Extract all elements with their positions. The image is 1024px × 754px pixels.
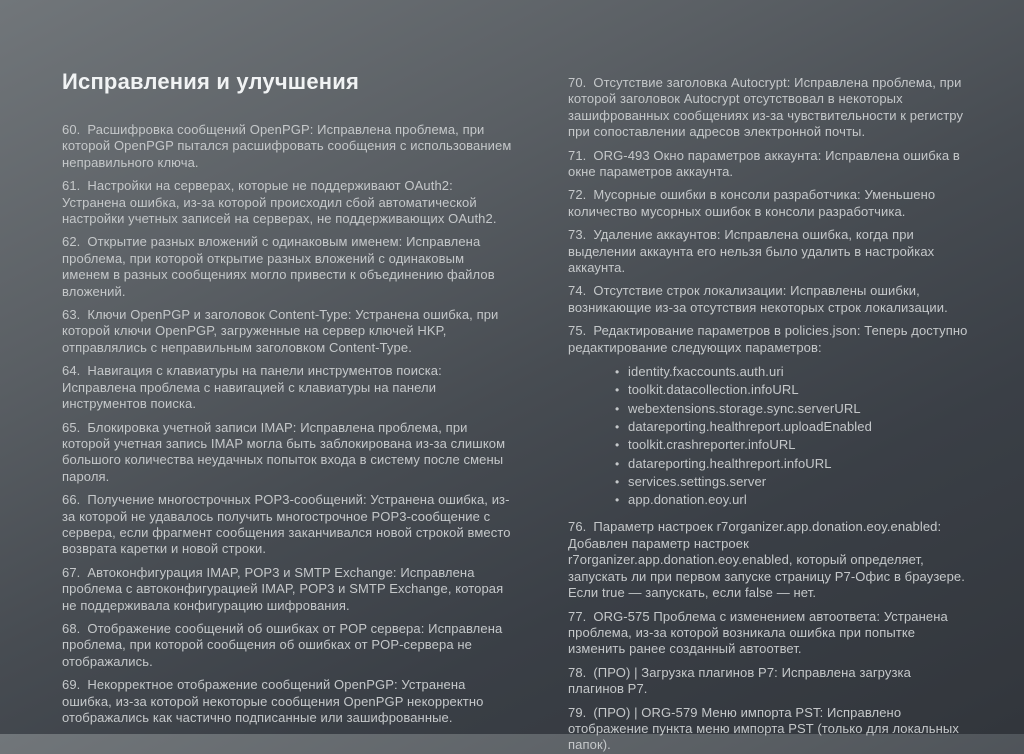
changelog-items-left [62,122,512,726]
item-text: Некорректное отображение сообщений OpenPGP: Устранена ошибка, из-за которой некоторые сообщения OpenPGP некорректно отображались как частично подписанные или зашифрованные. [62,677,484,725]
item-text: Мусорные ошибки в консоли разработчика: Уменьшено количество мусорных ошибок в консоли разработчика. [568,187,936,219]
item-number: 62. [62,234,81,250]
item-text: Удаление аккаунтов: Исправлена ошибка, когда при выделении аккаунта его нельзя было удалить в настройках аккаунта. [568,227,935,276]
item-text: ORG-493 Окно параметров аккаунта: Исправлена ошибка в окне параметров аккаунта. [568,147,960,180]
item-text: Автоконфигурация IMAP, POP3 и SMTP Exchange: Исправлена проблема с автоконфигурацией IMAP, POP3 и SMTP Exchange, которая не поддерживала конфигурацию шифрования. [62,564,504,613]
item-text: Редактирование параметров в policies.json: Теперь доступно редактирование следующих параметров: [568,323,968,355]
parameters-list [568,363,968,509]
item-text: Отсутствие заголовка Autocrypt: Исправлена проблема, при которой заголовок Autocrypt отсутствовал в некоторых зашифрованных сообщениях из-за чувствительности к регистру при сопоставлении адресов электронной почты. [568,75,964,140]
changelog-item-78 [568,665,968,698]
changelog-item-64 [62,363,512,412]
changelog-item-60 [62,122,512,171]
item-number: 66. [62,492,81,508]
item-text: (ПРО) | Загрузка плагинов Р7: Исправлена загрузка плагинов Р7. [568,664,911,697]
item-text: Навигация с клавиатуры на панели инструментов поиска: Исправлена проблема с навигацией с клавиатуры на панели инструментов поиска. [62,363,442,412]
item-number: 67. [62,564,81,580]
parameter-item: • toolkit.datacollection.infoURL [615,381,968,399]
item-number: 65. [62,419,81,435]
item-number: 60. [62,122,81,137]
parameter-item: • datareporting.healthreport.infoURL [615,455,968,473]
item-text: Параметр настроек r7organizer.app.donation.eoy.enabled: Добавлен параметр настроек r7organizer.app.donation.eoy.enabled, который определяет, запускать ли при первом запуске страницу Р7-Офис в браузере. Если true — запускать, если false — нет. [568,519,965,601]
item-text: Блокировка учетной записи IMAP: Исправлена проблема, при которой учетная запись IMAP могла быть заблокирована из-за слишком большого количества неудачных попыток входа в систему после смены пароля. [62,419,506,484]
item-number: 64. [62,363,81,379]
item-text: Расшифровка сообщений OpenPGP: Исправлена проблема, при которой OpenPGP пытался расшифровать сообщения с использованием неправильного ключа. [62,122,512,170]
item-number: 73. [568,227,587,243]
item-number: 70. [568,75,587,90]
changelog-item-66 [62,492,512,558]
item-number: 63. [62,307,81,323]
changelog-items-right [568,75,968,754]
item-text: Отображение сообщений об ошибках от POP сервера: Исправлена проблема, при которой сообщения об ошибках от POP-сервера не отображались. [62,620,503,669]
item-text: Отсутствие строк локализации: Исправлены ошибки, возникающие из-за отсутствия некоторых строк локализации. [568,283,948,315]
right-column [568,70,968,753]
parameter-item: • toolkit.crashreporter.infoURL [615,436,968,454]
changelog-item-62 [62,234,512,300]
parameter-item: • services.settings.server [615,473,968,491]
item-number: 75. [568,323,587,339]
item-text: Открытие разных вложений с одинаковым именем: Исправлена проблема, при которой открытие разных вложений с одинаковым именем в разных сообщениях могло привести к объединению файлов вложений. [62,234,495,299]
left-column [62,70,512,734]
changelog-item-67 [62,565,512,614]
item-text: Настройки на серверах, которые не поддерживают OAuth2: Устранена ошибка, из-за которой происходил сбой автоматической настройки учетных записей на серверах, не поддерживающих OAuth2. [62,178,497,227]
changelog-item-63 [62,307,512,356]
item-number: 79. [568,704,587,720]
parameter-item: • identity.fxaccounts.auth.uri [615,363,968,381]
changelog-item-79 [568,705,968,754]
changelog-item-68 [62,621,512,670]
parameter-item: • webextensions.storage.sync.serverURL [615,400,968,418]
changelog-item-71 [568,148,968,181]
changelog-item-77 [568,609,968,658]
changelog-item-73 [568,227,968,276]
parameter-item: • datareporting.healthreport.uploadEnabled [615,418,968,436]
item-number: 61. [62,178,81,194]
item-number: 76. [568,519,587,535]
item-number: 78. [568,664,587,680]
item-text: ORG-575 Проблема с изменением автоответа: Устранена проблема, из-за которой возникала ошибка при попытке изменить ранее созданный автоответ. [568,608,948,657]
changelog-item-61 [62,178,512,227]
changelog-item-74 [568,283,968,316]
parameter-item: • app.donation.eoy.url [615,491,968,509]
item-text: Получение многострочных POP3-сообщений: Устранена ошибка, из-за которой не удавалось получить многострочное POP3-сообщение с сервера, если фрагмент сообщения заканчивался новой строкой вместо возврата каретки и новой строки. [62,492,511,557]
item-text: Ключи OpenPGP и заголовок Content-Type: Устранена ошибка, при которой ключи OpenPGP, загруженные на сервер ключей HKP, отправлялись с неправильным заголовком Content-Type. [62,307,499,355]
changelog-item-65 [62,420,512,486]
changelog-item-69 [62,677,512,726]
item-number: 74. [568,283,587,299]
changelog-item-70 [568,75,968,141]
item-number: 71. [568,147,587,163]
changelog-item-76 [568,519,968,601]
changelog-item-72 [568,187,968,220]
changelog-item-75 [568,323,968,356]
item-text: (ПРО) | ORG-579 Меню импорта PST: Исправлено отображение пункта меню импорта PST (только для локальных папок). [568,704,959,753]
item-number: 72. [568,187,587,203]
item-number: 68. [62,620,81,636]
item-number: 77. [568,608,587,624]
item-number: 69. [62,677,81,693]
page-title: Исправления и улучшения [62,69,360,94]
